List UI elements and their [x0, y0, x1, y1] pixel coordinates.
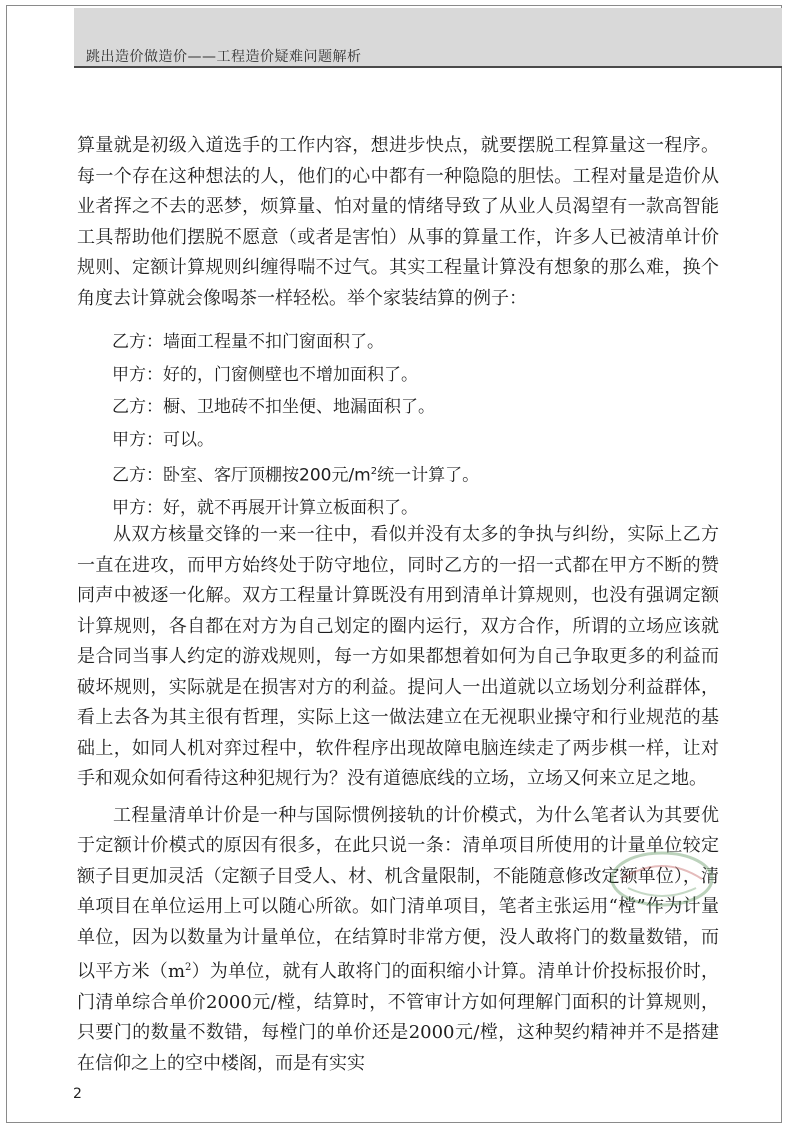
- header-rule: [74, 66, 782, 68]
- dialogue-text: 乙方：卧室、客厅顶棚按200元/m: [112, 465, 371, 486]
- dialogue-line: 乙方：橱、卫地砖不扣坐便、地漏面积了。: [112, 397, 435, 417]
- dialogue-line: 甲方：好，就不再展开计算立板面积了。: [112, 498, 418, 519]
- paragraph-unit-pricing: [77, 801, 719, 1080]
- body-text-bottom: [77, 520, 719, 1079]
- dialogue-line: [112, 456, 479, 492]
- page-number: 2: [73, 1086, 82, 1102]
- superscript: 2: [185, 962, 192, 973]
- running-head: 跳出造价做造价——工程造价疑难问题解析: [86, 49, 362, 65]
- dialogue-block: [112, 326, 479, 525]
- dialogue-line: 乙方：墙面工程量不扣门窗面积了。: [112, 332, 384, 352]
- superscript: 2: [370, 466, 378, 477]
- dialogue-line: 甲方：好的，门窗侧壁也不增加面积了。: [112, 364, 418, 385]
- paragraph-analysis: 从双方核量交锋的一来一往中，看似并没有太多的争执与纠纷，实际上乙方一直在进攻，而甲方始终处于防守地位，同时乙方的一招一式都在甲方不断的赞同声中被逐一化解。双方工程量计算既没有用到清单计算规则，也没有强调定额计算规则，各自都在对方为自己划定的圈内运行，双方合作，所谓的立场应该就是合同当事人约定的游戏规则，每一方如果都想着如何为自己争取更多的利益而破坏规则，实际就是在损害对方的利益。提问人一出道就以立场划分利益群体，看上去各为其主很有哲理，实际上这一做法建立在无视职业操守和行业规范的基础上，如同人机对弈过程中，软件程序出现故障电脑连续走了两步棋一样，让对手和观众如何看待这种犯规行为？没有道德底线的立场，立场又何来立足之地。: [77, 524, 719, 789]
- intro-paragraph: 算量就是初级入道选手的工作内容，想进步快点，就要摆脱工程算量这一程序。每一个存在这种想法的人，他们的心中都有一种隐隐的胆怯。工程对量是造价从业者挥之不去的恶梦，烦算量、怕对量的情绪导致了从业人员渴望有一款高智能工具帮助他们摆脱不愿意（或者是害怕）从事的算量工作，许多人已被清单计价规则、定额计算规则纠缠得喘不过气。其实工程量计算没有想象的那么难，换个角度去计算就会像喝茶一样轻松。举个家装结算的例子：: [77, 135, 719, 309]
- paragraph-text: 工程量清单计价是一种与国际惯例接轨的计价模式，为什么笔者认为其要优于定额计价模式的原因有很多，在此只说一条：清单项目所使用的计量单位较定额子目更加灵活（定额子目受人、材、机含量限制，不能随意修改定额单位），清单项目在单位运用上可以随心所欲。如门清单项目，笔者主张运用“樘”作为计量单位，因为以数量为计量单位，在结算时非常方便，没人敢将门的数量数错，而以平方米（m: [77, 804, 719, 982]
- paragraph-text: ）为单位，就有人敢将门的面积缩小计算。清单计价投标报价时，门清单综合单价2000元/樘，结算时，不管审计方如何理解门面积的计算规则，只要门的数量不数错，每樘门的单价还是2000元/樘，这种契约精神并不是搭建在信仰之上的空中楼阁，而是有实实: [77, 961, 719, 1074]
- dialogue-line: 甲方：可以。: [112, 429, 214, 450]
- dialogue-text: 统一计算了。: [377, 465, 480, 486]
- body-text-top: [77, 131, 719, 314]
